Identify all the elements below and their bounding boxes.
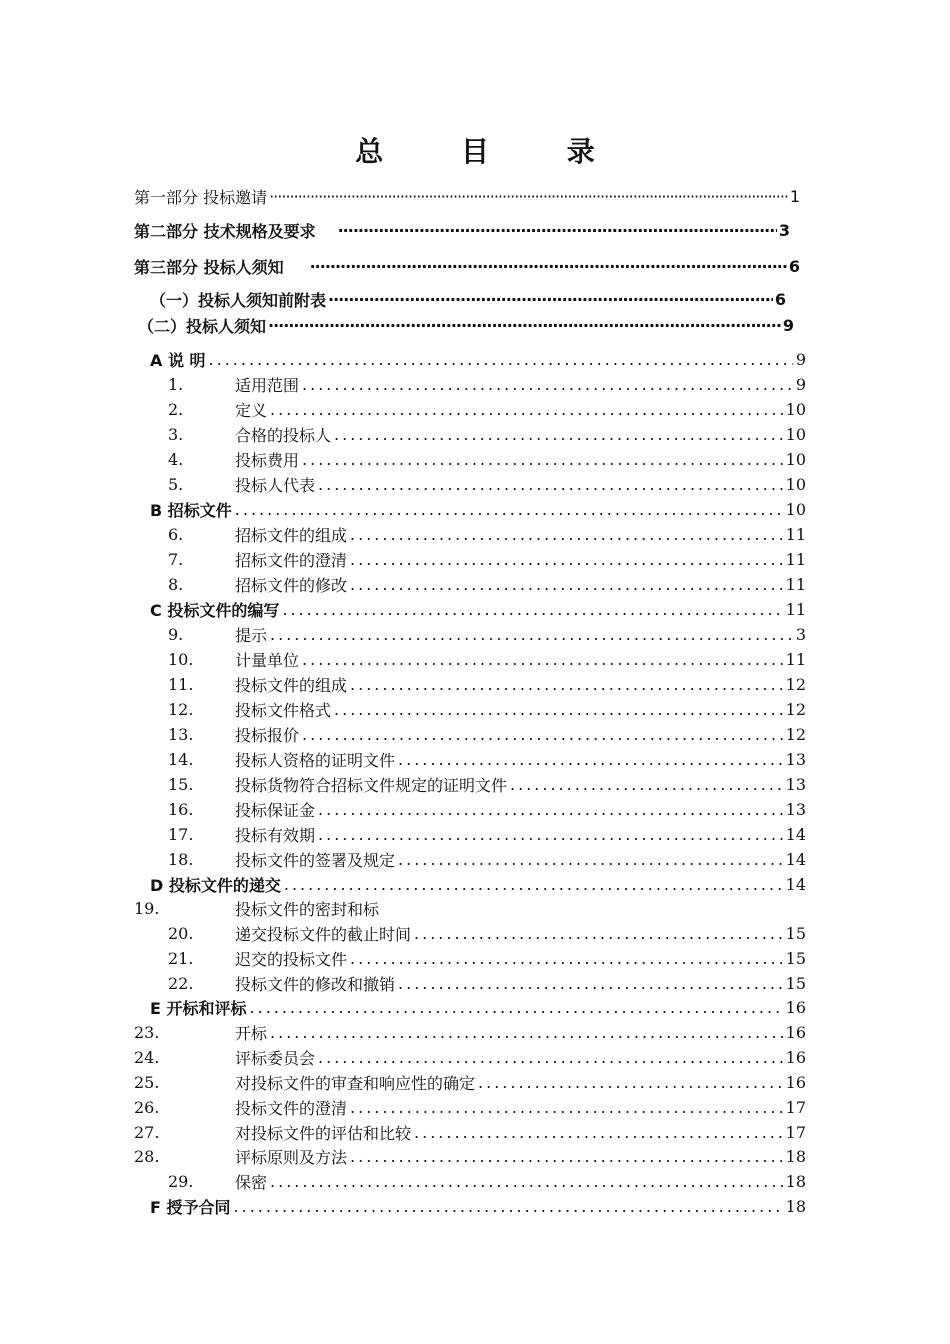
toc-leader [350, 575, 783, 594]
toc-entry[interactable] [168, 847, 806, 871]
toc-leader [250, 998, 783, 1017]
toc-label: 招标文件的澄清 [235, 550, 348, 570]
toc-number: 1. [168, 374, 184, 394]
toc-label: C 投标文件的编写 [150, 600, 280, 620]
toc-number: 15. [168, 774, 194, 794]
toc-entry[interactable] [168, 772, 806, 796]
toc-leader [398, 974, 783, 993]
toc-entry[interactable] [134, 1095, 806, 1119]
toc-page-number: 13 [785, 774, 806, 794]
toc-entry[interactable] [134, 1120, 806, 1144]
toc-leader [302, 375, 793, 394]
toc-entry[interactable] [168, 547, 806, 571]
toc-leader [350, 1098, 783, 1117]
toc-label: 对投标文件的审查和响应性的确定 [235, 1073, 476, 1093]
toc-label: 评标委员会 [235, 1048, 316, 1068]
toc-number: 2. [168, 399, 184, 419]
toc-number: 16. [168, 799, 194, 819]
toc-entry[interactable] [168, 447, 806, 471]
toc-page-number: 16 [785, 1022, 806, 1042]
toc-page-number: 14 [785, 874, 806, 894]
toc-leader [302, 650, 783, 669]
toc-part-label: （一）投标人须知前附表 [150, 290, 327, 310]
toc-leader [350, 550, 783, 569]
toc-leader [478, 1073, 783, 1092]
toc-leader [235, 500, 783, 519]
toc-page-number: 10 [785, 399, 806, 419]
toc-page-number: 13 [785, 799, 806, 819]
toc-entry[interactable] [168, 971, 806, 995]
toc-number: 23. [134, 1022, 160, 1042]
toc-leader [510, 775, 783, 794]
toc-label: 适用范围 [235, 375, 300, 395]
toc-section[interactable] [150, 872, 806, 896]
toc-number: 7. [168, 549, 184, 569]
toc-page-number: 17 [785, 1097, 806, 1117]
toc-part[interactable] [138, 314, 794, 336]
toc-entry[interactable] [168, 472, 806, 496]
toc-entry[interactable] [168, 672, 806, 696]
toc-page-number: 14 [785, 849, 806, 869]
toc-label: E 开标和评标 [150, 998, 247, 1018]
page-title: 总 目 录 [355, 135, 629, 168]
toc-page-number: 18 [785, 1171, 806, 1191]
toc-part-label: （二）投标人须知 [138, 316, 267, 336]
toc-page-number: 12 [785, 699, 806, 719]
toc-leader [270, 1023, 783, 1042]
toc-leader [310, 257, 787, 276]
toc-entry[interactable] [168, 622, 806, 646]
toc-number: 5. [168, 474, 184, 494]
toc-label: 合格的投标人 [235, 425, 332, 445]
toc-label: 投标人资格的证明文件 [235, 750, 396, 770]
toc-page-number: 6 [774, 289, 786, 309]
toc-label: 招标文件的修改 [235, 575, 348, 595]
toc-label: 迟交的投标文件 [235, 949, 348, 969]
toc-leader [414, 1123, 783, 1142]
toc-label: A 说 明 [150, 350, 206, 370]
toc-label: B 招标文件 [150, 500, 232, 520]
toc-label: 递交投标文件的截止时间 [235, 924, 412, 944]
toc-page-number: 3 [778, 220, 790, 240]
toc-label: 投标文件的修改和撤销 [235, 974, 396, 994]
toc-leader [350, 525, 783, 544]
toc-page-number: 11 [785, 599, 806, 619]
toc-number: 28. [134, 1146, 160, 1166]
toc-label: 投标费用 [235, 450, 300, 470]
toc-label: 提示 [235, 625, 268, 645]
toc-leader [270, 1172, 783, 1191]
toc-number: 10. [168, 649, 194, 669]
toc-leader [328, 290, 773, 309]
toc-part-label: 第二部分 技术规格及要求 [134, 221, 316, 241]
toc-label: 招标文件的组成 [235, 525, 348, 545]
toc-label: 投标文件的组成 [235, 675, 348, 695]
toc-leader [398, 750, 783, 769]
toc-part[interactable] [150, 288, 786, 310]
toc-section[interactable] [150, 995, 806, 1019]
toc-page-number: 1 [789, 186, 800, 206]
toc-page-number: 9 [782, 315, 794, 335]
toc-section[interactable] [150, 597, 806, 621]
toc-part[interactable] [134, 219, 790, 241]
toc-part[interactable] [134, 185, 800, 207]
toc-page-number: 15 [785, 973, 806, 993]
toc-entry[interactable] [168, 722, 806, 746]
toc-page-number: 12 [785, 674, 806, 694]
toc-number: 26. [134, 1097, 160, 1117]
toc-entry[interactable] [168, 697, 806, 721]
toc-leader [350, 1147, 783, 1166]
toc-number: 18. [168, 849, 194, 869]
toc-leader [398, 850, 783, 869]
toc-page-number: 10 [785, 449, 806, 469]
toc-page-number: 9 [795, 374, 806, 394]
toc-section[interactable] [150, 1194, 806, 1218]
toc-entry[interactable] [168, 921, 806, 945]
toc-number: 6. [168, 524, 184, 544]
toc-leader [350, 949, 783, 968]
toc-label: 评标原则及方法 [235, 1147, 348, 1167]
toc-leader [318, 475, 783, 494]
toc-number: 3. [168, 424, 184, 444]
toc-page-number: 11 [785, 524, 806, 544]
toc-number: 9. [168, 624, 184, 644]
toc-page-number: 11 [785, 649, 806, 669]
toc-label: 定义 [235, 400, 268, 420]
toc-number: 24. [134, 1047, 160, 1067]
toc-label: 开标 [235, 1023, 268, 1043]
toc-entry[interactable] [134, 1045, 806, 1069]
toc-leader [270, 625, 793, 644]
toc-label: 投标人代表 [235, 475, 316, 495]
toc-leader [234, 1197, 783, 1216]
toc-page-number: 15 [785, 923, 806, 943]
toc-page-number: 13 [785, 749, 806, 769]
toc-number: 20. [168, 923, 194, 943]
toc-label: 投标保证金 [235, 800, 316, 820]
toc-label: 对投标文件的评估和比较 [235, 1123, 412, 1143]
toc-number: 13. [168, 724, 194, 744]
toc-page-number: 10 [785, 424, 806, 444]
toc-label: F 授予合同 [150, 1197, 231, 1217]
toc-label: 投标报价 [235, 725, 300, 745]
toc-leader [414, 924, 783, 943]
toc-leader [302, 725, 783, 744]
toc-page-number: 17 [785, 1122, 806, 1142]
toc-page-number: 14 [785, 824, 806, 844]
toc-entry[interactable] [168, 822, 806, 846]
toc-page-number: 18 [785, 1196, 806, 1216]
toc-number: 11. [168, 674, 194, 694]
toc-number: 8. [168, 574, 184, 594]
toc-leader [318, 800, 783, 819]
toc-leader [268, 316, 781, 335]
toc-label: 投标文件的澄清 [235, 1098, 348, 1118]
toc-section[interactable] [150, 497, 806, 521]
toc-leader [338, 221, 777, 240]
toc-page-number: 15 [785, 948, 806, 968]
toc-part-label: 第三部分 投标人须知 [134, 257, 284, 277]
toc-label: 计量单位 [235, 650, 300, 670]
toc-page-number: 12 [785, 724, 806, 744]
toc-leader [350, 675, 783, 694]
toc-leader [270, 400, 783, 419]
toc-page-number: 11 [785, 574, 806, 594]
toc-entry[interactable] [134, 1070, 806, 1094]
toc-page-number: 9 [795, 349, 806, 369]
toc-label: D 投标文件的递交 [150, 875, 281, 895]
toc-page-number: 3 [795, 624, 806, 644]
toc-leader [318, 1048, 783, 1067]
toc-page-number: 6 [788, 256, 800, 276]
toc-label: 投标有效期 [235, 825, 316, 845]
toc-label: 投标货物符合招标文件规定的证明文件 [235, 775, 508, 795]
toc-number: 21. [168, 948, 194, 968]
toc-leader [318, 825, 783, 844]
toc-leader [269, 187, 788, 206]
toc-label: 投标文件的签署及规定 [235, 850, 396, 870]
toc-entry[interactable] [168, 397, 806, 421]
toc-entry[interactable] [168, 422, 806, 446]
toc-entry[interactable] [168, 946, 806, 970]
toc-label: 保密 [235, 1172, 268, 1192]
toc-entry[interactable] [168, 797, 806, 821]
toc-page-number: 18 [785, 1146, 806, 1166]
toc-leader [209, 350, 793, 369]
toc-page-number: 10 [785, 474, 806, 494]
toc-leader [302, 450, 783, 469]
toc-entry[interactable] [168, 1169, 806, 1193]
toc-entry[interactable] [168, 372, 806, 396]
toc-leader [334, 700, 783, 719]
toc-number: 22. [168, 973, 194, 993]
toc-part[interactable] [134, 255, 800, 277]
toc-number: 12. [168, 699, 194, 719]
toc-entry[interactable] [168, 572, 806, 596]
toc-number: 29. [168, 1171, 194, 1191]
toc-page-number: 10 [785, 499, 806, 519]
toc-entry[interactable] [134, 896, 806, 920]
toc-number: 14. [168, 749, 194, 769]
toc-page-number: 16 [785, 1047, 806, 1067]
toc-entry[interactable] [134, 1020, 806, 1044]
toc-page-number: 16 [785, 1072, 806, 1092]
toc-page-number: 11 [785, 549, 806, 569]
toc-number: 19. [134, 898, 160, 918]
toc-leader [284, 875, 783, 894]
toc-entry[interactable] [168, 522, 806, 546]
toc-number: 4. [168, 449, 184, 469]
toc-entry[interactable] [134, 1144, 806, 1168]
toc-number: 27. [134, 1122, 160, 1142]
toc-number: 25. [134, 1072, 160, 1092]
toc-number: 17. [168, 824, 194, 844]
toc-leader [282, 600, 782, 619]
toc-section[interactable] [150, 347, 806, 371]
toc-leader [334, 425, 783, 444]
toc-entry[interactable] [168, 647, 806, 671]
toc-part-label: 第一部分 投标邀请 [134, 187, 268, 207]
toc-label: 投标文件的密封和标 [235, 899, 380, 919]
toc-label: 投标文件格式 [235, 700, 332, 720]
toc-page-number: 16 [785, 997, 806, 1017]
toc-entry[interactable] [168, 747, 806, 771]
